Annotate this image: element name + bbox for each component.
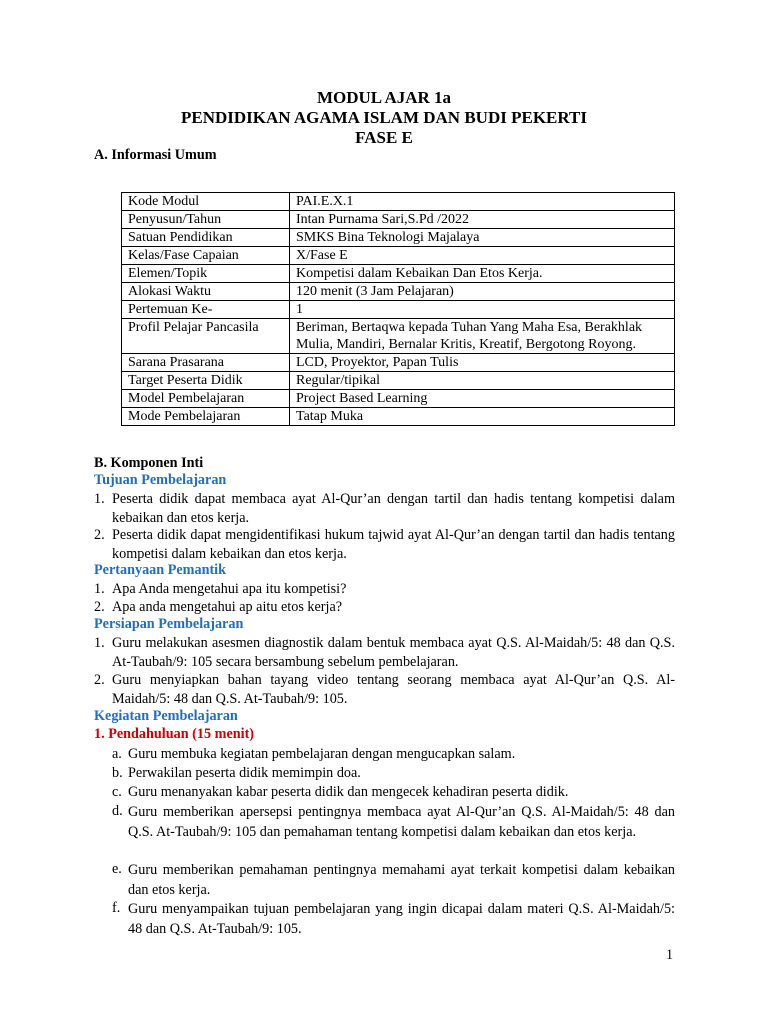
table-cell-key: Profil Pelajar Pancasila [122,319,290,354]
pemantik-heading: Pertanyaan Pemantik [94,562,227,578]
table-row [122,211,675,229]
table-cell-value: SMKS Bina Teknologi Majalaya [290,229,675,247]
table-row [122,354,675,372]
table-cell-value: Tatap Muka [290,408,675,426]
table-cell-value: 120 menit (3 Jam Pelajaran) [290,283,675,301]
kegiatan-heading: Kegiatan Pembelajaran [94,708,238,724]
tujuan-heading: Tujuan Pembelajaran [94,472,227,488]
table-row [122,229,675,247]
table-cell-value: Intan Purnama Sari,S.Pd /2022 [290,211,675,229]
table-row [122,372,675,390]
table-row [122,301,675,319]
table-cell-value: X/Fase E [290,247,675,265]
table-cell-value: PAI.E.X.1 [290,193,675,211]
table-cell-key: Penyusun/Tahun [122,211,290,229]
module-title: MODUL AJAR 1a [316,88,452,107]
table-cell-value: Beriman, Bertaqwa kepada Tuhan Yang Maha Esa, Berakhlak Mulia, Mandiri, Bernalar Kritis, Kreatif, Bergotong Royong. [290,319,675,354]
table-row [122,283,675,301]
section-b-heading: B. Komponen Inti [94,455,204,471]
table-cell-value: Kompetisi dalam Kebaikan Dan Etos Kerja. [290,265,675,283]
table-cell-key: Alokasi Waktu [122,283,290,301]
table-cell-key: Elemen/Topik [122,265,290,283]
pendahuluan-heading: 1. Pendahuluan (15 menit) [94,726,255,742]
table-cell-key: Satuan Pendidikan [122,229,290,247]
document-page: MODUL AJAR 1a PENDIDIKAN AGAMA ISLAM DAN BUDI PEKERTI FASE E A. Informasi Umum Kode Modul PAI.E.X.1 Penyusun/Tahun Intan Purnama Sari,S.Pd /2022 Satuan Pendidikan SMKS Bina Teknologi Majalaya Kelas/Fase Capaian X/Fase E Elemen/Topik Kompetisi dalam Kebaikan Dan Etos Kerja. Alokasi Waktu 120 menit (3 Jam Pelajaran) Pertemuan Ke- 1 Profil Pelajar Pancasila Beriman, Bertaqwa kepada Tuhan Yang Maha Esa, Berakhlak Mulia, Mandiri, Bernalar Kritis, Kreatif, Bergotong Royong. Sarana Prasarana LCD, Proyektor, Papan Tulis Target Peserta Didik Regular/tipikal Model Pembelajaran Project Based Learning Mode Pembelajaran Tatap Muka B. Komponen Inti Tujuan Pembelajaran 1. Peserta didik dapat membaca ayat Al-Qur’an dengan tartil dan hadis tentang kompetisi dalam kebaikan dan etos kerja. 2. Peserta didik dapat mengidentifikasi hukum tajwid ayat Al-Qur’an dengan tartil dan hadis tentang kompetisi dalam kebaikan dan etos kerja. Pertanyaan Pemantik 1. Apa Anda mengetahui apa itu kompetisi? 2. Apa anda mengetahui ap aitu etos kerja? Persiapan Pembelajaran 1. Guru melakukan asesmen diagnostik dalam bentuk membaca ayat Q.S. Al-Maidah/5: 48 dan Q.S. At-Taubah/9: 105 secara bersambung sebelum pembelajaran. 2. Guru menyiapkan bahan tayang video tentang seorang membaca ayat Al-Qur’an Q.S. Al-Maidah/5: 48 dan Q.S. At-Taubah/9: 105. Kegiatan Pembelajaran 1. Pendahuluan (15 menit) a. Guru membuka kegiatan pembelajaran dengan mengucapkan salam. b. Perwakilan peserta didik memimpin doa. c. Guru menanyakan kabar peserta didik dan mengecek kehadiran peserta didik. d. Guru memberikan apersepsi pentingnya membaca ayat Al-Qur’an Q.S. Al-Maidah/5: 48 dan Q.S. At-Taubah/9: 105 dan pemahaman tentang kompetisi dalam kebaikan dan etos kerja. e. Guru memberikan pemahaman pentingnya memahami ayat terkait kompetisi dalam kebaikan dan etos kerja. f. Guru menyampaikan tujuan pembelajaran yang ingin dicapai dalam materi Q.S. Al-Maidah/5: 48 dan Q.S. At-Taubah/9: 105. 1 [0,0,768,1024]
info-table [121,192,675,426]
table-cell-value: Regular/tipikal [290,372,675,390]
page-number: 1 [666,947,674,963]
table-row [122,408,675,426]
table-row [122,247,675,265]
table-row [122,193,675,211]
table-row [122,390,675,408]
subject-title: PENDIDIKAN AGAMA ISLAM DAN BUDI PEKERTI [180,108,588,127]
section-a-heading: A. Informasi Umum [94,147,217,163]
persiapan-heading: Persiapan Pembelajaran [94,616,244,632]
table-cell-value: Project Based Learning [290,390,675,408]
table-cell-value: 1 [290,301,675,319]
table-cell-key: Kode Modul [122,193,290,211]
table-cell-key: Model Pembelajaran [122,390,290,408]
table-cell-value: LCD, Proyektor, Papan Tulis [290,354,675,372]
table-cell-key: Target Peserta Didik [122,372,290,390]
phase-title: FASE E [355,128,413,147]
table-row [122,319,675,354]
table-cell-key: Pertemuan Ke- [122,301,290,319]
table-row [122,265,675,283]
table-cell-key: Mode Pembelajaran [122,408,290,426]
table-cell-key: Sarana Prasarana [122,354,290,372]
table-cell-key: Kelas/Fase Capaian [122,247,290,265]
